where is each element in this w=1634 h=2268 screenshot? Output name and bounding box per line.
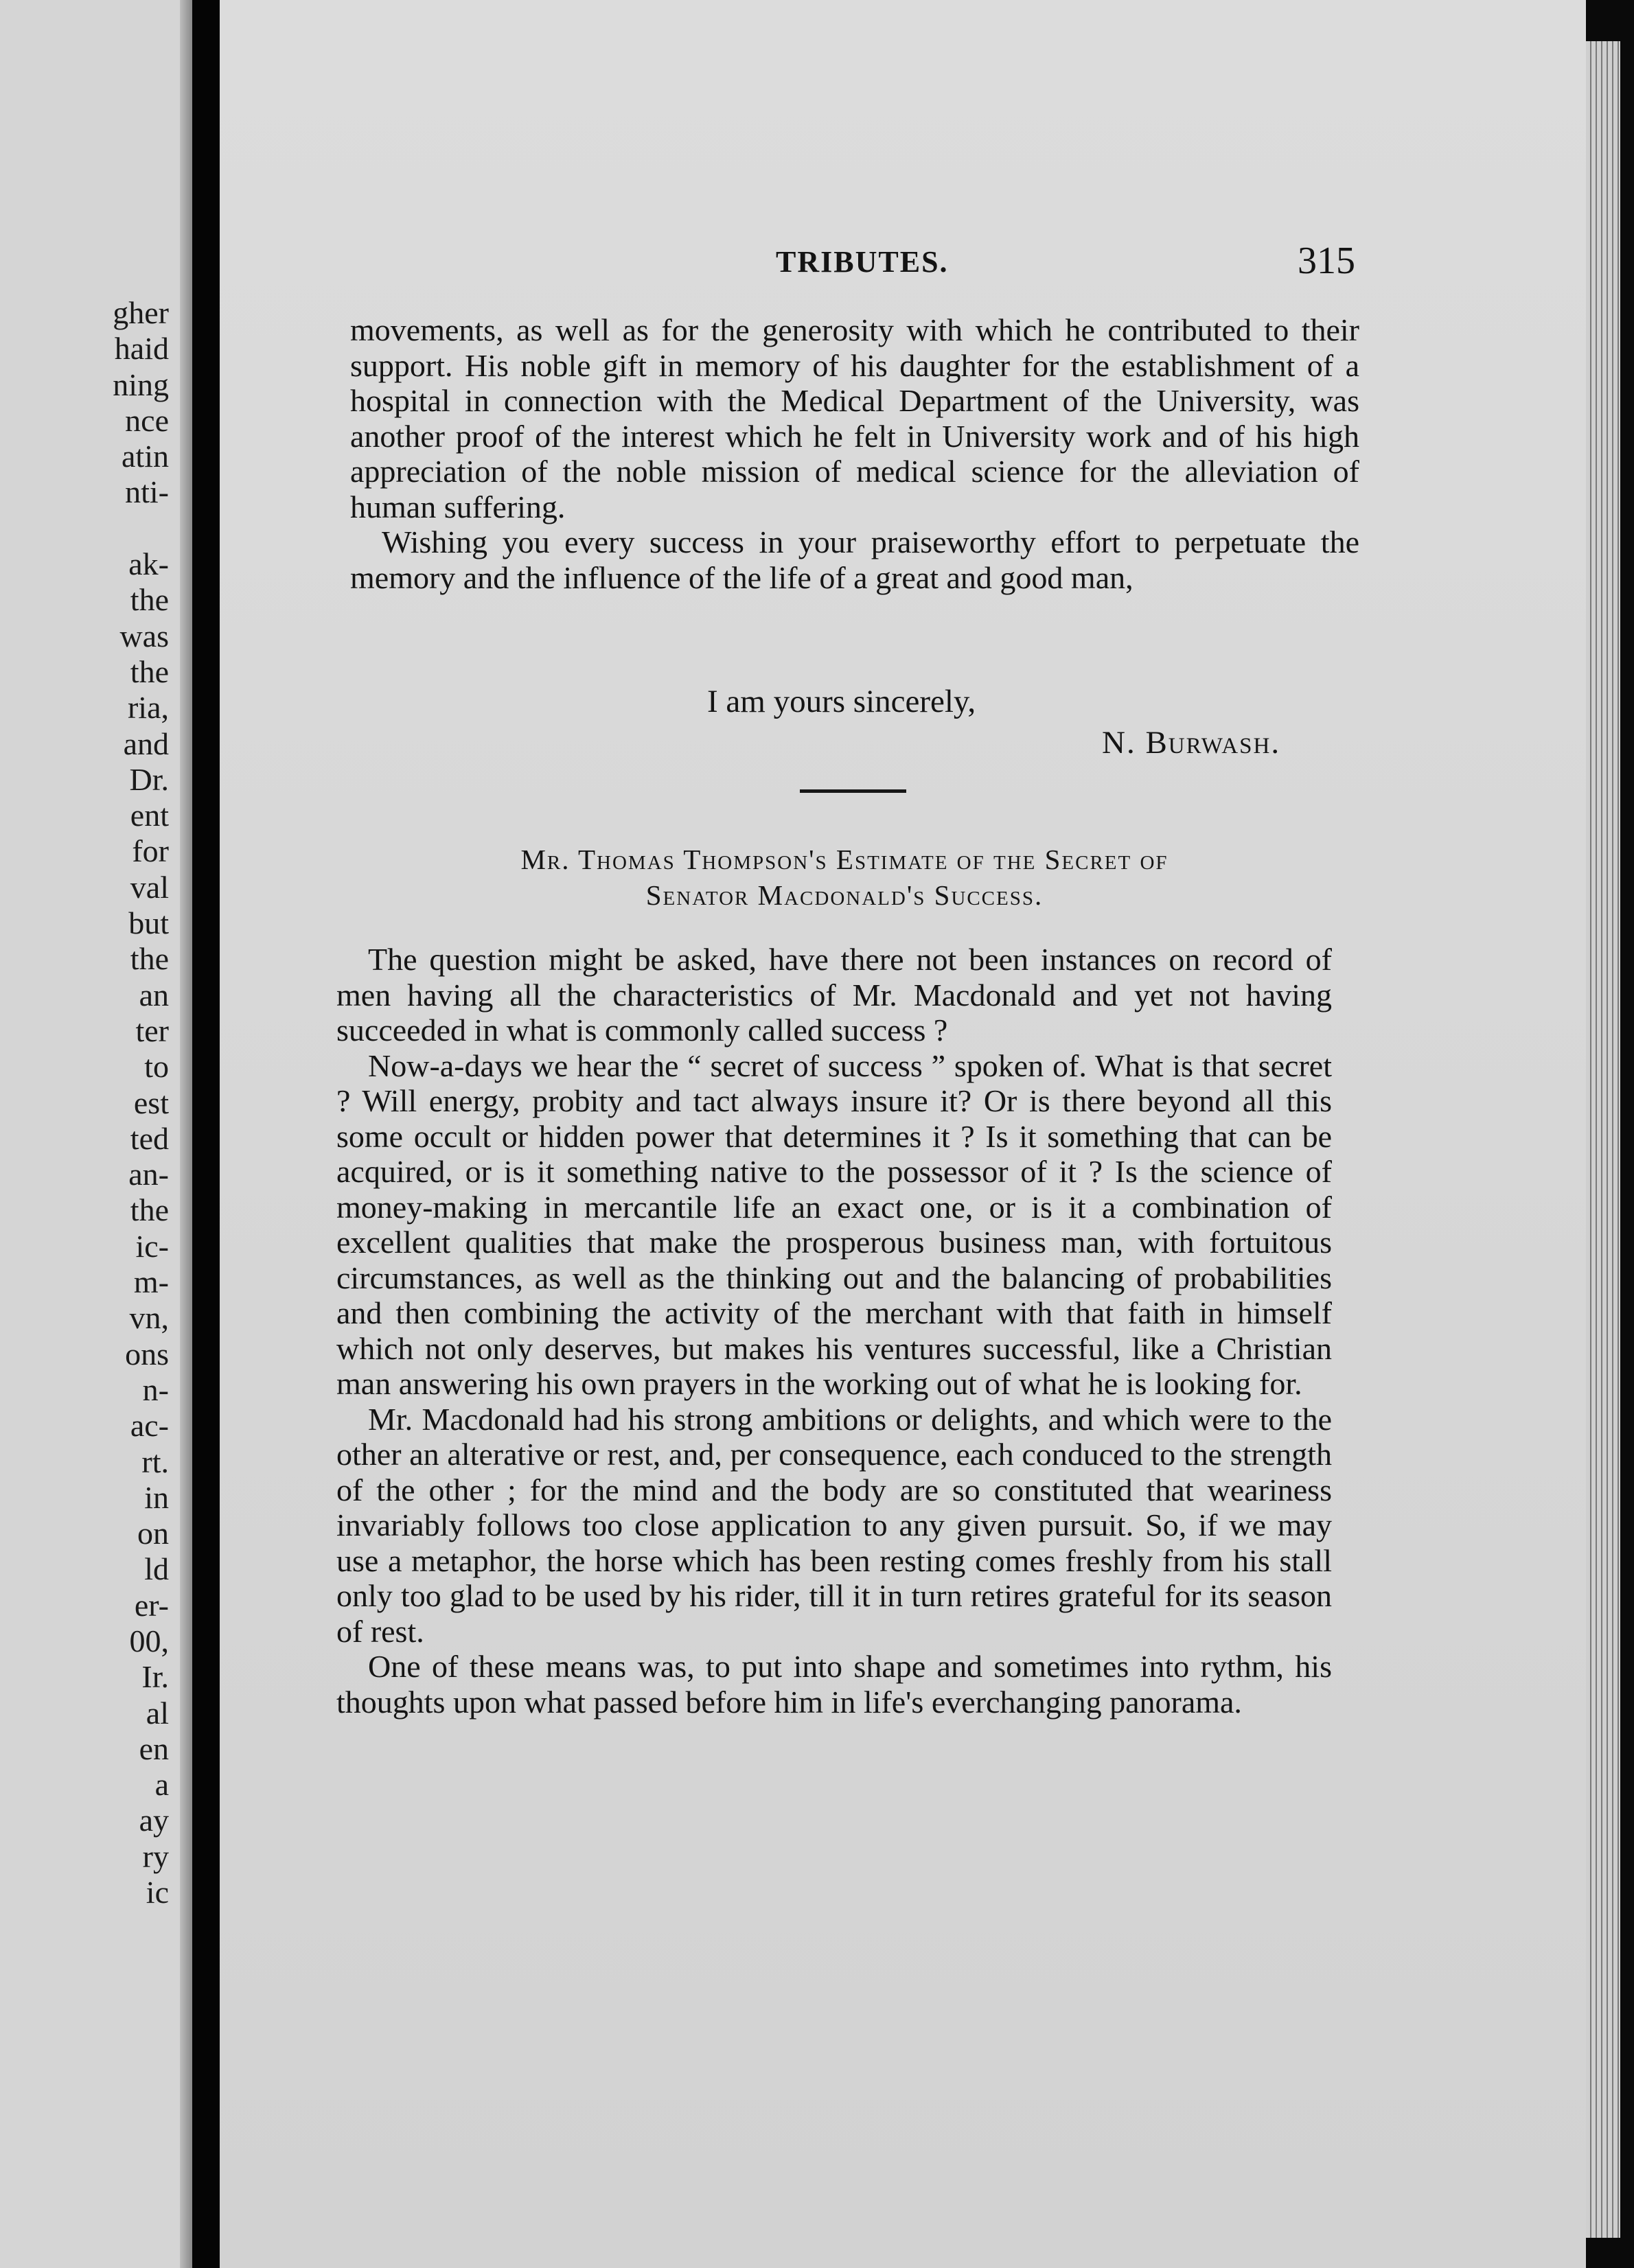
section-heading	[357, 842, 1332, 913]
section-heading-line-1: Mr. Thomas Thompson's Estimate of the Secret of	[520, 844, 1169, 875]
section-paragraph-2: Now-a-days we hear the “ secret of success ” spoken of. What is that secret ? Will energy, probity and tact always insure it? Or is there beyond all this some occult or hidden power that determines it ? Is it something that can be acquired, or is it something native to the possessor of it ? Is the science of money-making in mercantile life an exact one, or is it a combination of excellent qualities that make the prosperous business man, with fortuitous circumstances, as well as the thinking out and the balancing of probabilities and then combining the activity of the merchant with that faith in himself which not only deserves, but makes his ventures successful, like a Christian man answering his own prayers in the working out of what he is looking for.	[336, 1048, 1332, 1401]
letter-paragraph-2: Wishing you every success in your praiseworthy effort to perpetuate the memory and the influence of the life of a great and good man,	[350, 524, 1359, 595]
right-border	[1620, 0, 1634, 2268]
section-divider	[800, 789, 906, 793]
letter-paragraph-1: movements, as well as for the generosity with which he contributed to their support. His noble gift in memory of his daughter for the establishment of a hospital in connection with the Medical Department of the University, was another proof of the interest which he felt in University work and of his high appreciation of the noble mission of medical science for the alleviation of human suffering.	[350, 312, 1359, 524]
section-heading-line-2: Senator Macdonald's Success.	[645, 879, 1044, 911]
page-number: 315	[1298, 240, 1355, 282]
left-page-fragment	[0, 0, 192, 2268]
section-paragraph-3: Mr. Macdonald had his strong ambitions or delights, and which were to the other an alterative or rest, and, per consequence, each conduced to the strength of the other ; for the mind and the body are so constituted that weariness invariably follows too close application to any given pursuit. So, if we may use a metaphor, the horse which has been resting comes freshly from his stall only too glad to be used by his rider, till it in turn retires grateful for its season of rest.	[336, 1401, 1332, 1649]
running-head: TRIBUTES.	[776, 245, 949, 279]
section-paragraph-4: One of these means was, to put into shape and sometimes into rythm, his thoughts upon what passed before him in life's everchanging panorama.	[336, 1649, 1332, 1720]
section-body	[336, 942, 1332, 1720]
letter-signature: N. Burwash.	[1102, 725, 1281, 761]
letter-body	[350, 312, 1359, 595]
section-paragraph-1: The question might be asked, have there not been instances on record of men having all the characteristics of Mr. Macdonald and yet not having succeeded in what is commonly called success ?	[336, 942, 1332, 1048]
left-page-text: gher haid ning nce atin nti- ak- the was the ria, and Dr. ent for val but the an ter to est ted an- the ic- m- vn, ons n- ac- rt. in on ld er- 00, Ir. al en a ay ry ic	[113, 295, 169, 1910]
page-edges	[1586, 41, 1620, 2238]
left-page-gutter	[180, 0, 192, 2268]
book-spine	[192, 0, 220, 2268]
letter-closing: I am yours sincerely,	[707, 684, 976, 719]
